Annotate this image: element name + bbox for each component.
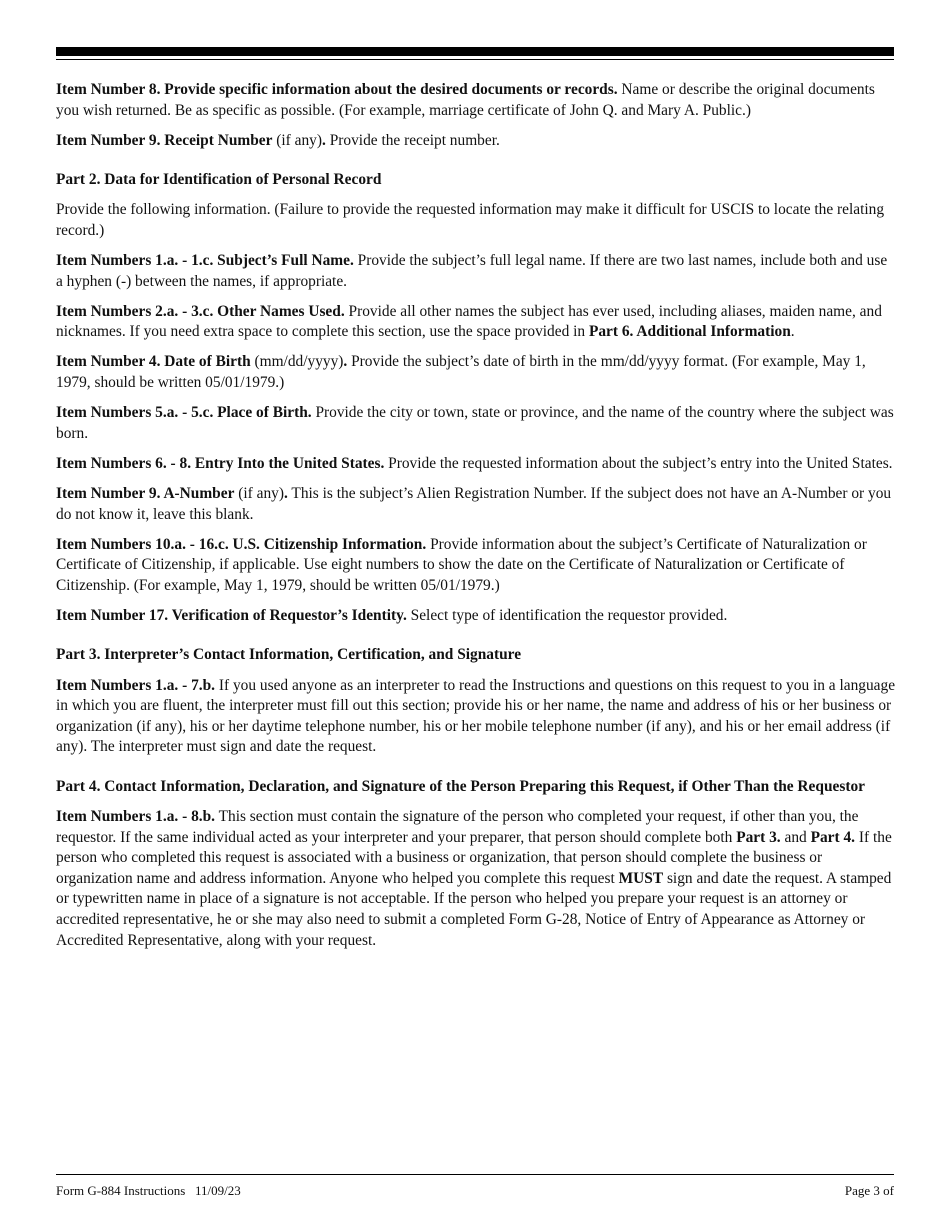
part-2-item-1-full-name: Item Numbers 1.a. - 1.c. Subject’s Full Name. Provide the subject’s full legal name. If there are two last names, include both and use a hyphen (-) between the names, if appropriate. (56, 252, 888, 290)
part-4-heading: Part 4. Contact Information, Declaration, and Signature of the Person Preparing this Request, if Other Than the Requestor (56, 777, 865, 795)
part-3-item-1-interpreter: Item Numbers 1.a. - 7.b. If you used anyone as an interpreter to read the Instructions and questions on this request to you in a language in which you are fluent, the interpreter must fill out this section; provide his or her name, the name and address of his or her business or organization (if any), his or her daytime telephone number, his or her mobile telephone number (if any), and his or her email address (if any). The interpreter must sign and date the request. (56, 676, 896, 756)
item-8-desired-documents: Item Number 8. Provide specific information about the desired documents or records. Name or describe the original documents you wish returned. Be as specific as possible. (For example, marriage certificate of John Q. and Mary A. Public.) (56, 81, 875, 119)
page-body (56, 80, 896, 961)
part-2-item-17-verification: Item Number 17. Verification of Requestor’s Identity. Select type of identification the requestor provided. (56, 606, 728, 624)
part-2-item-10-citizenship: Item Numbers 10.a. - 16.c. U.S. Citizenship Information. Provide information about the subject’s Certificate of Naturalization or Certificate of Citizenship, if applicable. Use eight numbers to show the date on the Certificate of Naturalization or Certificate of Citizenship. (For example, May 1, 1979, should be written 05/01/1979.) (56, 535, 867, 594)
header-thick-rule (56, 47, 894, 56)
footer-form-id: Form G-884 Instructions 11/09/23 (56, 1183, 241, 1198)
header-thin-rule (56, 59, 894, 60)
part-2-heading: Part 2. Data for Identification of Personal Record (56, 171, 382, 189)
part-2-item-9-a-number: Item Number 9. A-Number (if any). This is the subject’s Alien Registration Number. If the subject does not have an A-Number or you do not know it, leave this blank. (56, 484, 892, 523)
footer-page-number: Page 3 of (844, 1183, 894, 1198)
part-2-intro: Provide the following information. (Failure to provide the requested information may make it difficult for USCIS to locate the relating record.) (56, 201, 885, 239)
part-4-item-1-preparer: Item Numbers 1.a. - 8.b. This section must contain the signature of the person who completed your request, if other than you, the requestor. If the same individual acted as your interpreter and your preparer, that person should complete both Part 3. and Part 4. If the person who completed this request is associated with a business or organization, that person should complete the business or organization name and address information. Anyone who helped you complete this request MUST sign and date the request. A stamped or typewritten name in place of a signature is not acceptable. If the person who helped you prepare your request is an attorney or accredited representative, he or she may also need to submit a completed Form G-28, Notice of Entry of Appearance as Attorney or Accredited Representative, along with your request. (56, 808, 892, 949)
footer-rule (56, 1174, 894, 1175)
part-2-item-6-entry: Item Numbers 6. - 8. Entry Into the United States. Provide the requested information about the subject’s entry into the United States. (56, 454, 893, 472)
part-3-heading: Part 3. Interpreter’s Contact Information, Certification, and Signature (56, 646, 522, 664)
part-2-item-2-other-names: Item Numbers 2.a. - 3.c. Other Names Used. Provide all other names the subject has ever used, including aliases, maiden name, and nicknames. If you need extra space to complete this section, use the space provided in Part 6. Additional Information. (56, 302, 882, 341)
part-2-item-5-place-of-birth: Item Numbers 5.a. - 5.c. Place of Birth. Provide the city or town, state or province, and the name of the country where the subject was born. (56, 404, 894, 442)
part-2-item-4-date-of-birth: Item Number 4. Date of Birth (mm/dd/yyyy). Provide the subject’s date of birth in the mm/dd/yyyy format. (For example, May 1, 1979, should be written 05/01/1979.) (56, 353, 866, 392)
item-9-receipt-number: Item Number 9. Receipt Number (if any). Provide the receipt number. (56, 131, 500, 149)
